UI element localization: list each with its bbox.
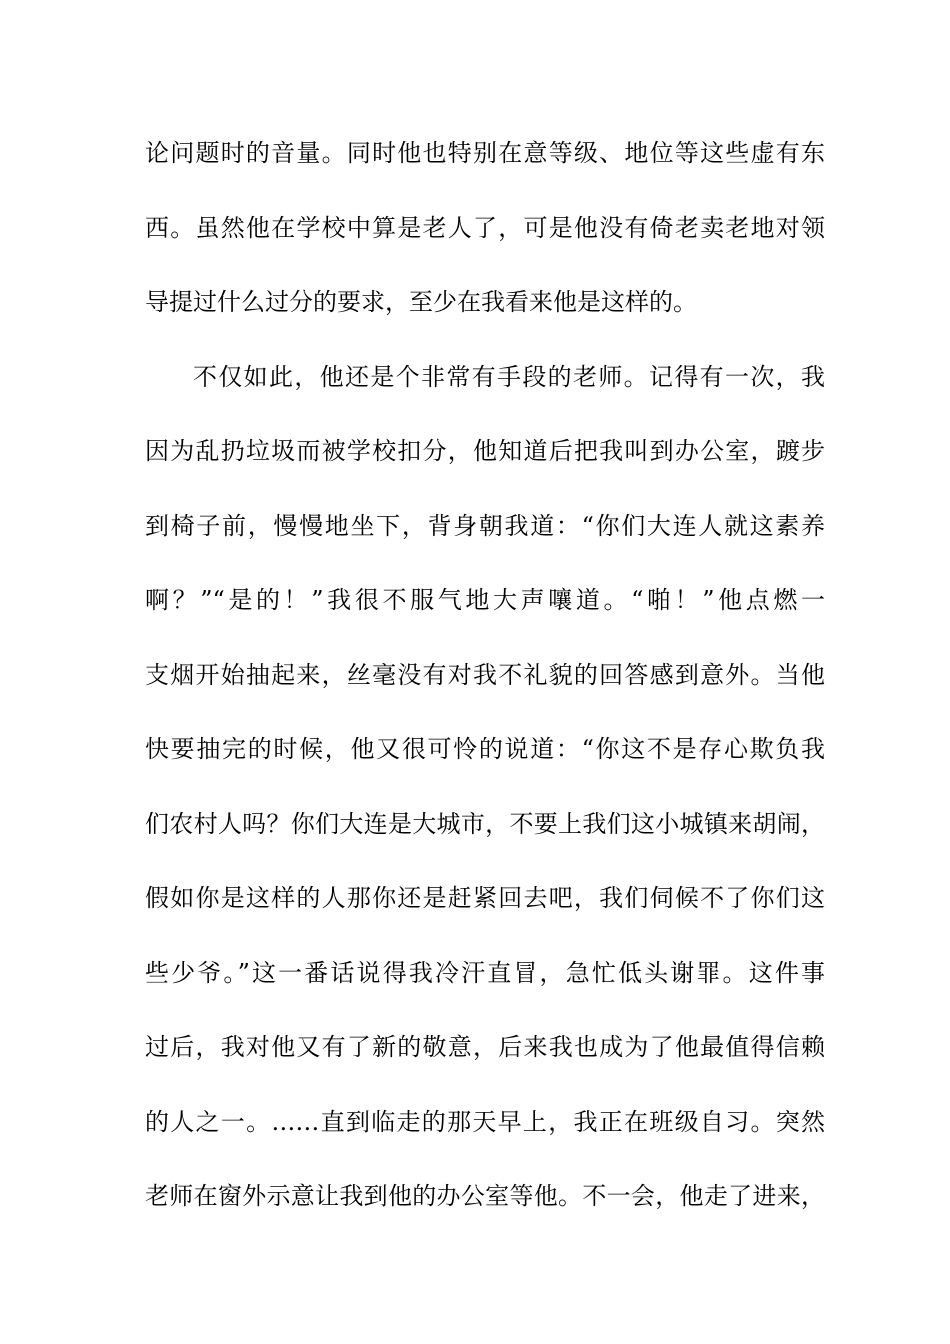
text-line: 过后，我对他又有了新的敬意，后来我也成为了他最值得信赖 — [145, 1033, 825, 1061]
text-line: 到椅子前，慢慢地坐下，背身朝我道：“你们大连人就这素养 — [145, 511, 825, 540]
body-text — [145, 135, 825, 1253]
text-line: 啊？”“是的！”我很不服气地大声嚷道。“啪！”他点燃一 — [145, 586, 825, 614]
text-line: 些少爷。”这一番话说得我冷汗直冒，急忙低头谢罪。这件事 — [145, 958, 825, 987]
text-line: 的人之一。……直到临走的那天早上，我正在班级自习。突然 — [145, 1107, 825, 1136]
text-line: 快要抽完的时候，他又很可怜的说道：“你这不是存心欺负我 — [145, 735, 825, 763]
text-line: 老师在窗外示意让我到他的办公室等他。不一会，他走了进来， — [145, 1182, 825, 1210]
text-line: 不仅如此，他还是个非常有手段的老师。记得有一次，我 — [193, 362, 825, 391]
text-line: 西。虽然他在学校中算是老人了，可是他没有倚老卖老地对领 — [145, 213, 825, 242]
text-line: 支烟开始抽起来，丝毫没有对我不礼貌的回答感到意外。当他 — [145, 660, 825, 689]
text-line: 们农村人吗？你们大连是大城市，不要上我们这小城镇来胡闹， — [145, 809, 825, 838]
text-line: 因为乱扔垃圾而被学校扣分，他知道后把我叫到办公室，踱步 — [145, 437, 825, 465]
text-line: 论问题时的音量。同时他也特别在意等级、地位等这些虚有东 — [145, 139, 825, 167]
text-line: 假如你是这样的人那你还是赶紧回去吧，我们伺候不了你们这 — [145, 884, 825, 912]
text-line: 导提过什么过分的要求，至少在我看来他是这样的。 — [145, 288, 697, 316]
